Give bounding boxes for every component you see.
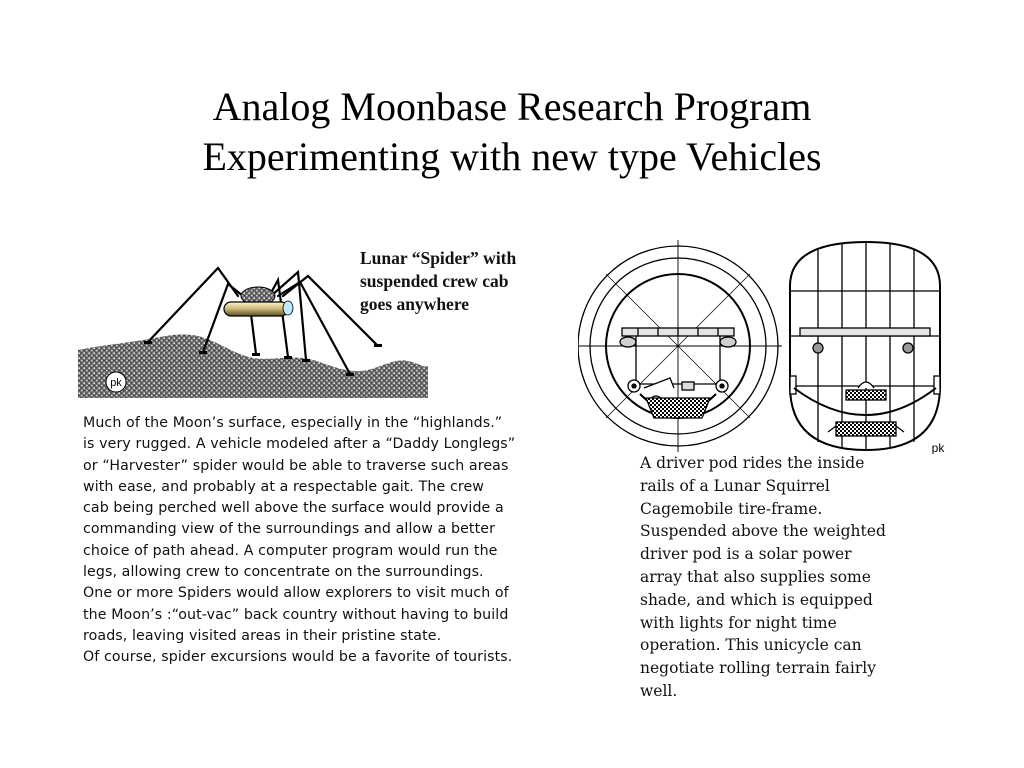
title-line-2: Experimenting with new type Vehicles xyxy=(202,134,822,179)
description-line: operation. This unicycle can xyxy=(640,636,862,655)
description-line: Much of the Moon’s surface, especially in the “highlands.” xyxy=(83,415,503,431)
description-line: or “Harvester” spider would be able to traverse such areas xyxy=(83,457,509,474)
description-line: choice of path ahead. A computer program would run the xyxy=(83,542,498,559)
description-line: driver pod is a solar power xyxy=(640,545,852,564)
description-line: cab being perched well above the surface would provide a xyxy=(83,500,504,517)
description-line: negotiate rolling terrain fairly xyxy=(640,659,876,678)
description-line: shade, and which is equipped xyxy=(640,590,873,609)
description-line: with ease, and probably at a respectable gait. The crew xyxy=(83,478,484,495)
description-line: rails of a Lunar Squirrel xyxy=(640,476,830,495)
title-line-1: Analog Moonbase Research Program xyxy=(212,84,812,129)
description-line: Of course, spider excursions would be a favorite of tourists. xyxy=(83,649,513,666)
description-line: legs, allowing crew to concentrate on the surroundings. xyxy=(83,564,484,581)
description-line: Suspended above the weighted xyxy=(640,522,886,541)
description-line: the Moon’s :“out-vac” back country without having to build xyxy=(83,606,509,623)
crew-cab xyxy=(224,302,288,316)
description-line: is very rugged. A vehicle modeled after a “Daddy Longlegs” xyxy=(83,436,516,453)
description-line: array that also supplies some xyxy=(640,567,871,586)
spider-signature: pk xyxy=(110,377,122,389)
caption-line: goes anywhere xyxy=(360,294,470,314)
caption-line: suspended crew cab xyxy=(360,271,509,291)
spider-description xyxy=(83,413,603,669)
description-line: with lights for night time xyxy=(640,613,837,632)
description-line: Cagemobile tire-frame. xyxy=(640,499,823,518)
spider-caption xyxy=(360,247,590,316)
description-line: One or more Spiders would allow explorers to visit much of xyxy=(83,585,509,602)
cagemobile-front-view xyxy=(790,242,940,450)
cagemobile-side-view xyxy=(578,240,782,452)
cagemobile-illustration xyxy=(578,236,950,454)
description-line: commanding view of the surroundings and allow a better xyxy=(83,521,496,538)
description-line: well. xyxy=(640,681,678,700)
description-line: A driver pod rides the inside xyxy=(640,454,865,472)
cagemobile-signature: pk xyxy=(931,441,945,454)
caption-line: Lunar “Spider” with xyxy=(360,248,517,268)
cagemobile-description xyxy=(640,452,960,703)
slide-title xyxy=(0,82,1024,182)
description-line: roads, leaving visited areas in their pristine state. xyxy=(83,627,442,644)
